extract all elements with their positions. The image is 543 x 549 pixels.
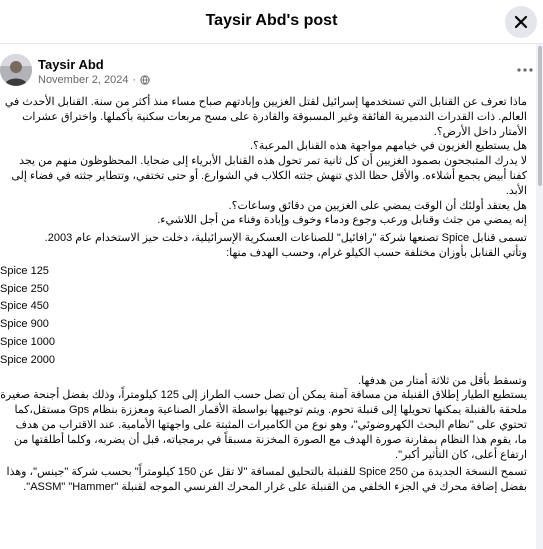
post-paragraph: وتأتي القنابل بأوزان مختلفة حسب الكيلو غرام، وحسب الهدف منها: [226,246,527,259]
post-paragraph: لا يدرك المتبجحون بصمود الغزيين أن كل ثانية تمر تحول هذه القنابل الأبرياء إلى ضحايا. المحظوظون منهم من يجد كفنا أبيض يجمع أشلاءه. والأقل حظا الذي تنهش جثته الكلاب في الشوارع. أو حتى تختفي، وتتطاير جثته في فضاء إلى الأبد. [11,155,527,197]
post-paragraph: ماذا تعرف عن القنابل التي تستخدمها إسرائيل لقتل الغزيين وإبادتهم صباح مساء منذ أكثر من سنة. القنابل الأحدث في العالم. ذات القدرات التدميرية الفائقة وغير المسبوقة والقادرة على مسح مربعات سكنية بأكملها. واختراق عشرات الأمتار داخل الأرض؟. [4,96,527,138]
dialog-title: Taysir Abd's post [205,12,338,29]
spice-list-item: Spice 900 [0,318,49,331]
close-button[interactable] [505,6,537,38]
post-meta [38,74,150,86]
globe-icon [140,75,150,85]
post-paragraph: إنه يمضي من جثث وقنابل ورعب وجوع ودماء وخوف وإبادة وفناء من أجل اللاشيء. [157,214,527,227]
post-paragraph: وتسقط بأقل من ثلاثة أمتار من هدفها. [358,374,527,387]
spice-list-item: Spice 125 [0,264,49,277]
post-paragraph: تسمى قنابل Spice تصنعها شركة "رافائيل" للصناعات العسكرية الإسرائيلية، دخلت حيز الاستخدام عام 2003. [44,232,527,245]
post-paragraph: هل يعتقد أولئك أن الوقت يمضي على الغزيين من دقائق وساعات؟. [228,199,527,212]
post-date[interactable]: November 2, 2024 [38,74,129,86]
meta-separator: · [132,74,137,86]
post-dialog-header [0,0,543,44]
scrollbar-thumb[interactable] [538,46,542,186]
post-paragraph: يستطيع الطيار إطلاق القنبلة من مسافة آمنة يمكن أن تصل حسب الطراز إلى 125 كيلومتراً، وذلك بفضل أجنحة صغيرة ملحقة بالقنبلة يمكنها تحويلها إلى قنبلة تحوم. ويتم توجيهها بواسطة الأقمار الصناعية ومعززة بنظام Gps مستقل،كما تحتوي على "نظام البحث الكهروضوئي"، وهو نوع من الكاميرات المثبتة على واجهتها الأمامية. عند الاقتراب من هدف ما، يقوم هذا النظام بمقارنة صورة الهدف مع الصورة المخزنة مسبقاً في برمجياته، قبل أن يضربه، وكلما أطلقتها من ارتفاع أعلى، كان التأثير أكبر". [0,389,527,461]
spice-list-item: Spice 2000 [0,353,56,366]
profile-photo-icon [0,54,32,86]
post-paragraph: تسمح النسخة الجديدة من Spice 250 للقنبلة بالتحليق لمسافة "لا تقل عن 150 كيلومتراً" بحسب شركة "جينس"، وهذا بفضل إضافة محرك في الجزء الخلفي من القنبلة على غرار المحرك الفرنسي الموجه لقنبلة "ASSM" "Hammer". [6,466,527,494]
spice-list-item: Spice 450 [0,300,49,313]
post-body [0,95,527,495]
spice-list-item: Spice 250 [0,282,49,295]
close-icon [514,15,528,29]
post-paragraph: هل يستطيع الغزيون في خيامهم مواجهة هذه القنابل المرعبة؟. [249,140,527,153]
spice-list-item: Spice 1000 [0,335,56,348]
post-author-name[interactable]: Taysir Abd [38,57,104,72]
more-dots-icon [517,68,533,72]
avatar[interactable] [0,54,32,86]
more-options-button[interactable] [512,62,538,78]
